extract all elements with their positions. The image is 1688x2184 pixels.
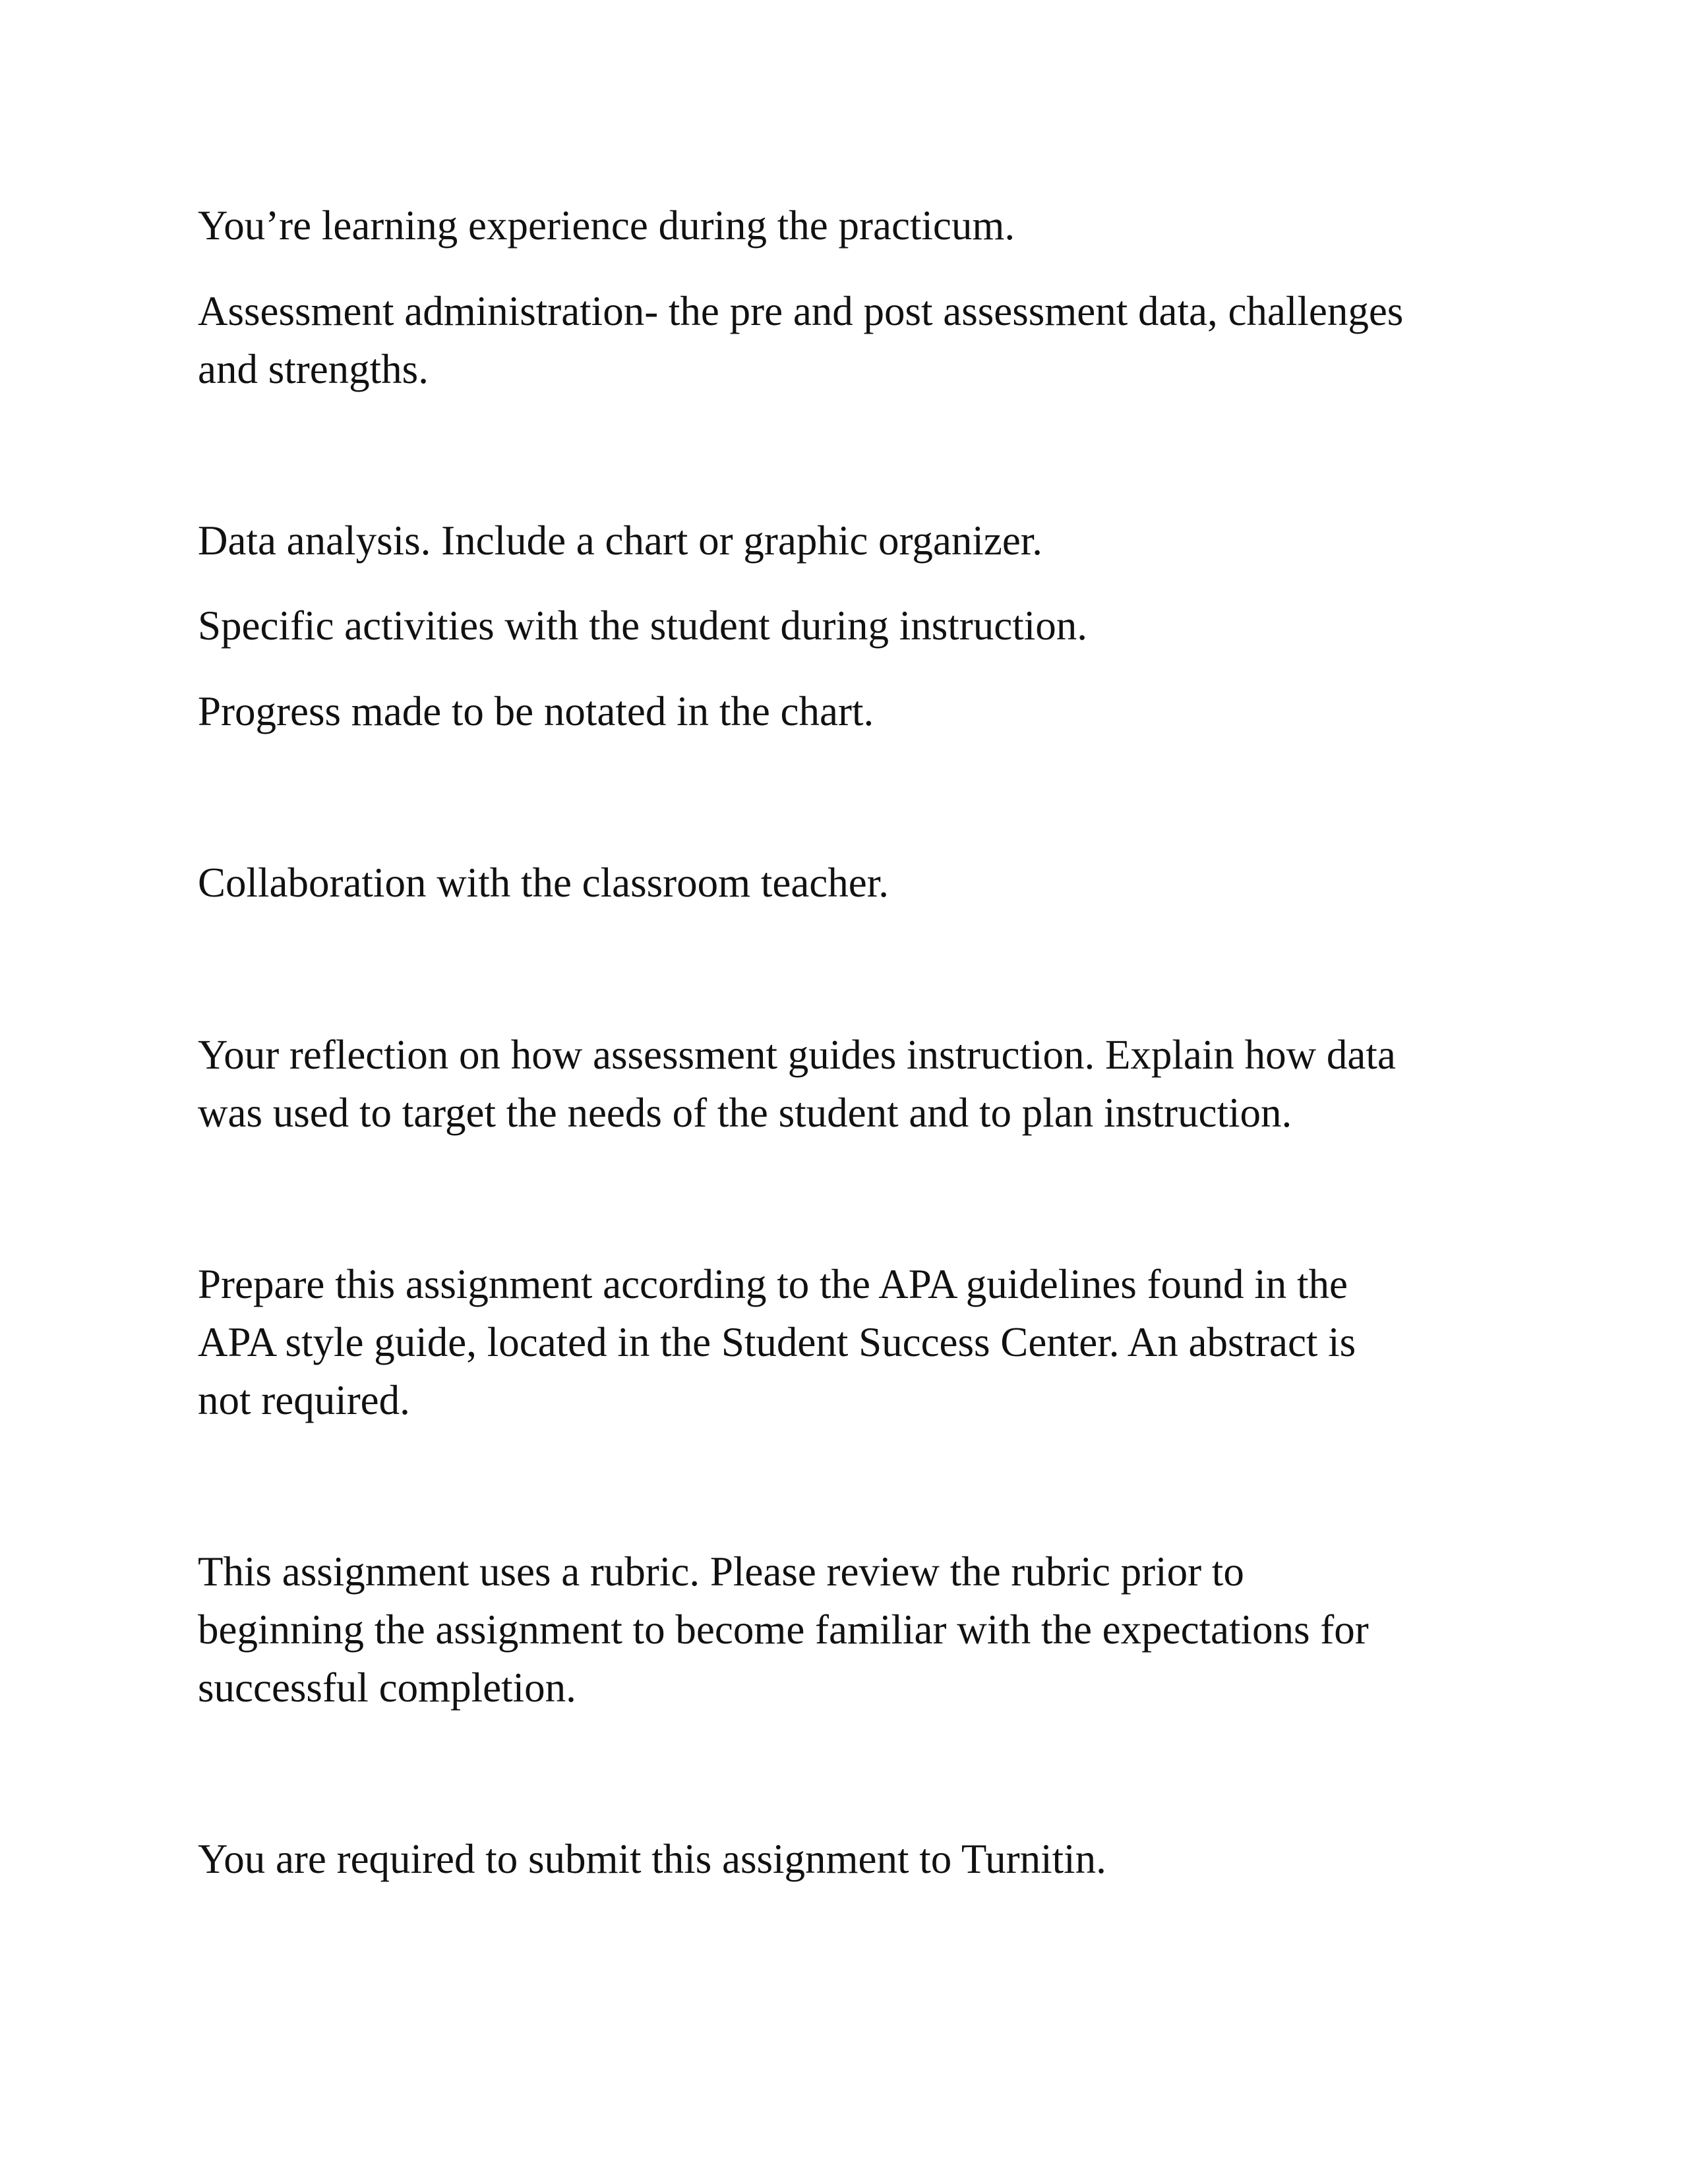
text-line: was used to target the needs of the student and to plan instruction. [198,1090,1292,1136]
paragraph-turnitin [198,1830,1517,1888]
text-line: Specific activities with the student during instruction. [198,603,1087,649]
text-line: beginning the assignment to become familiar with the expectations for [198,1607,1369,1653]
text-line: Data analysis. Include a chart or graphic organizer. [198,517,1043,564]
paragraph-assessment-administration [198,282,1517,398]
paragraph-reflection [198,1026,1517,1142]
paragraph-rubric [198,1543,1517,1717]
paragraph-learning-experience [198,196,1517,254]
text-line: not required. [198,1377,410,1423]
paragraph-progress [198,682,1517,740]
text-line: successful completion. [198,1665,576,1711]
text-line: Progress made to be notated in the chart. [198,688,874,734]
paragraph-data-analysis [198,512,1517,570]
text-line: Prepare this assignment according to the APA guidelines found in the [198,1261,1348,1307]
paragraph-specific-activities [198,597,1517,655]
text-line: Assessment administration- the pre and post assessment data, challenges [198,288,1404,334]
text-line: You are required to submit this assignment to Turnitin. [198,1836,1106,1882]
paragraph-apa-guidelines [198,1255,1517,1429]
text-line: Your reflection on how assessment guides instruction. Explain how data [198,1032,1396,1078]
text-line: APA style guide, located in the Student Success Center. An abstract is [198,1319,1356,1365]
text-line: This assignment uses a rubric. Please review the rubric prior to [198,1549,1244,1595]
text-line: You’re learning experience during the practicum. [198,202,1015,249]
text-line: and strengths. [198,346,429,392]
paragraph-collaboration [198,854,1517,912]
text-line: Collaboration with the classroom teacher. [198,860,889,906]
